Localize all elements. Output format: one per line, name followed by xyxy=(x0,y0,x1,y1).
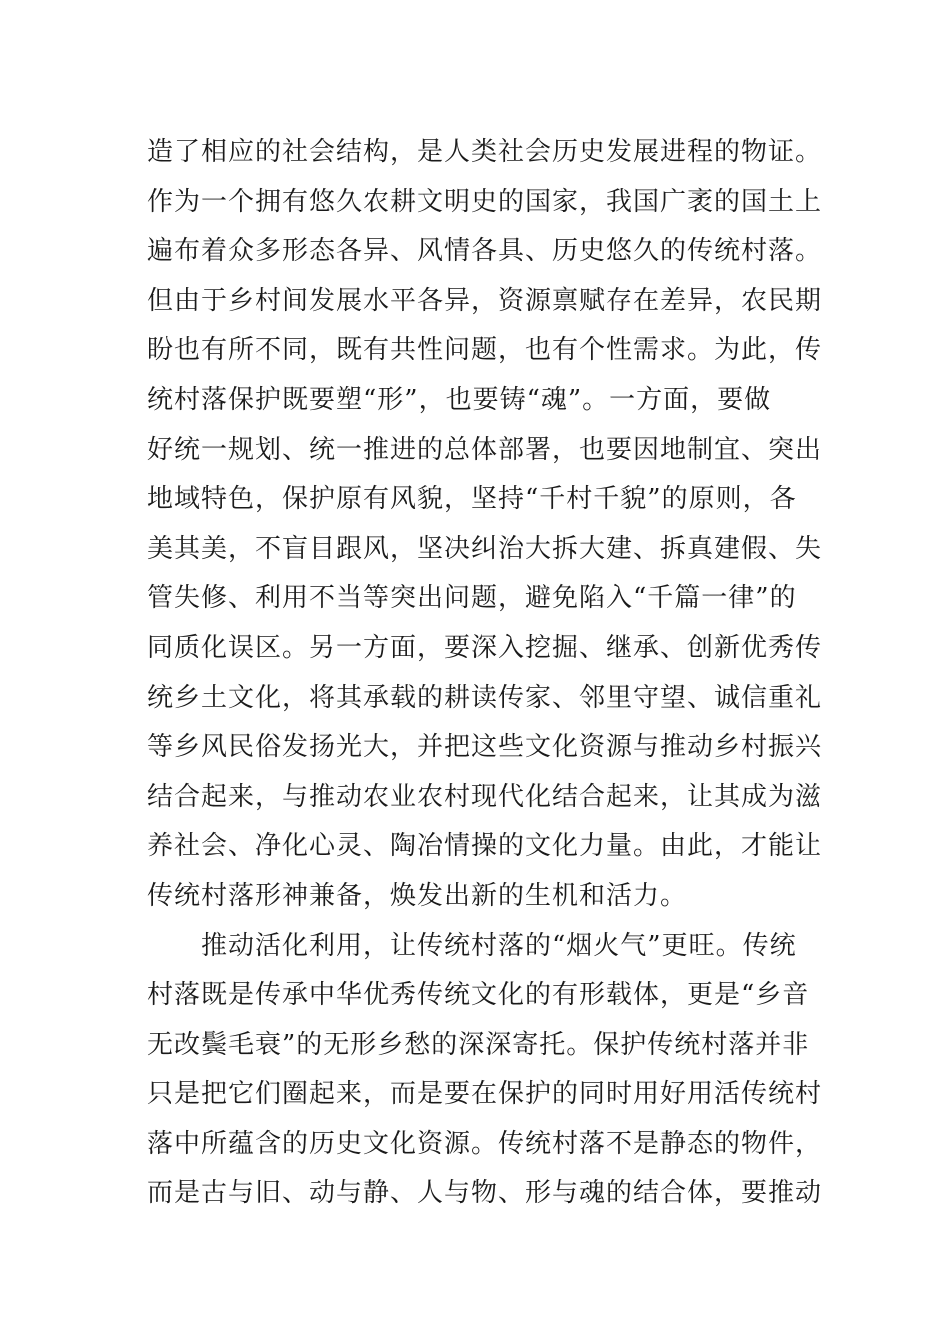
text-line: 而是古与旧、动与静、人与物、形与魂的结合体，要推动 xyxy=(147,1178,823,1209)
text-line: 同质化误区。另一方面，要深入挖掘、继承、创新优秀传 xyxy=(147,632,823,663)
text-line: 结合起来，与推动农业农村现代化结合起来，让其成为滋 xyxy=(147,781,823,812)
text-line: 统村落保护既要塑“形”，也要铸“魂”。一方面，要做 xyxy=(147,384,772,415)
text-line: 传统村落形神兼备，焕发出新的生机和活力。 xyxy=(147,880,688,911)
text-line: 遍布着众多形态各异、风情各具、历史悠久的传统村落。 xyxy=(147,236,823,267)
text-line: 管失修、利用不当等突出问题，避免陷入“千篇一律”的 xyxy=(147,583,797,614)
text-line: 养社会、净化心灵、陶冶情操的文化力量。由此，才能让 xyxy=(147,831,823,862)
text-line: 作为一个拥有悠久农耕文明史的国家，我国广袤的国土上 xyxy=(147,186,823,217)
text-line: 美其美，不盲目跟风，坚决纠治大拆大建、拆真建假、失 xyxy=(147,533,823,564)
text-line: 好统一规划、统一推进的总体部署，也要因地制宜、突出 xyxy=(147,434,823,465)
text-line: 造了相应的社会结构，是人类社会历史发展进程的物证。 xyxy=(147,137,823,167)
paragraph-start-line: 推动活化利用，让传统村落的“烟火气”更旺。传统 xyxy=(147,930,797,961)
body-text xyxy=(147,128,823,1219)
text-line: 地域特色，保护原有风貌，坚持“千村千貌”的原则，各 xyxy=(147,484,797,515)
text-line: 落中所蕴含的历史文化资源。传统村落不是静态的物件， xyxy=(147,1128,823,1159)
text-line: 盼也有所不同，既有共性问题，也有个性需求。为此，传 xyxy=(147,335,823,366)
text-line: 无改鬓毛衰”的无形乡愁的深深寄托。保护传统村落并非 xyxy=(147,1029,810,1060)
text-line: 等乡风民俗发扬光大，并把这些文化资源与推动乡村振兴 xyxy=(147,732,823,763)
text-line: 只是把它们圈起来，而是要在保护的同时用好用活传统村 xyxy=(147,1079,823,1110)
text-line: 统乡土文化，将其承载的耕读传家、邻里守望、诚信重礼 xyxy=(147,682,823,713)
text-line: 但由于乡村间发展水平各异，资源禀赋存在差异，农民期 xyxy=(147,285,823,316)
text-line: 村落既是传承中华优秀传统文化的有形载体，更是“乡音 xyxy=(147,980,810,1011)
